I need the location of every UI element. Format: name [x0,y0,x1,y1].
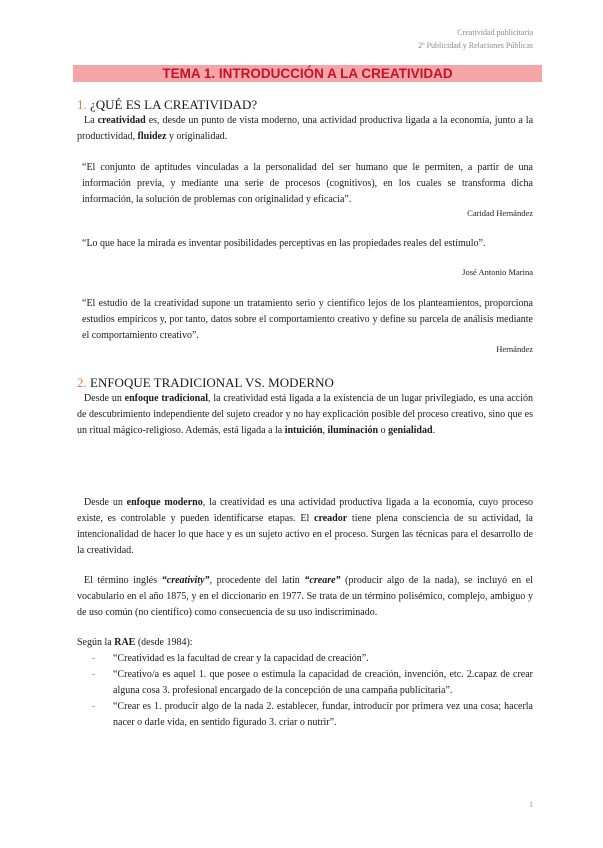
quote-hernandez: “El estudio de la creatividad supone un tratamiento serio y científico lejos de los planteamientos, proporciona estudios empíricos y, por tanto, datos sobre el comportamiento creativo y define su parcela de análisis mediante el comportamiento creativo”. [82,298,533,341]
quote-author: Caridad Hernández [467,208,533,218]
page-number: 1 [529,800,533,809]
header-course: Creatividad publicitaria [457,28,533,37]
section2-heading [77,375,334,391]
section2-title: ENFOQUE TRADICIONAL VS. MODERNO [90,375,334,390]
section1-title: ¿QUÉ ES LA CREATIVIDAD? [90,97,258,112]
paragraph-traditional: Desde un enfoque tradicional, la creatividad está ligada a la existencia de un lugar privilegiado, es una acción de descubrimiento independiente del sujeto creador y no hay explicación posible del proceso creativo, sino que es un ritual mágico-religioso. Además, está ligada a la intuición, iluminación o genialidad. [77,393,533,436]
quote-author: José Antonio Marina [462,267,533,277]
section1-number: 1. [77,97,87,112]
page-title: TEMA 1. INTRODUCCIÓN A LA CREATIVIDAD [73,65,542,82]
section2-number: 2. [77,375,87,390]
rae-definitions-list [92,651,533,731]
section1-intro: La creatividad es, desde un punto de vista moderno, una actividad productiva ligada a la economía, junto a la productividad, fluidez y originalidad. [77,115,534,142]
list-item: - “Creativo/a es aquel 1. que posee o estimula la capacidad de creación, invención, etc. 2.capaz de crear alguna cosa 3. profesional encargado de la concepción de una campaña publicitaria”. [92,669,533,696]
list-item: - “Creatividad es la facultad de crear y la capacidad de creación”. [92,653,369,664]
quote-marina: “Lo que hace la mirada es inventar posibilidades perceptivas en las propiedades reales del estímulo”. [82,238,486,249]
list-item: - “Crear es 1. producir algo de la nada 2. establecer, fundar, introducir por primera vez una cosa; hacerla nacer o darle vida, en sentido figurado 3. criar o nutrir”. [92,701,533,728]
quote-hernandez-caridad: “El conjunto de aptitudes vinculadas a la personalidad del ser humano que le permiten, a partir de una información previa, y mediante una serie de procesos (cognitivos), en los cuales se transforma dicha información, la solución de problemas con originalidad y eficacia”. [82,162,533,205]
section1-heading [77,97,257,113]
paragraph-modern: Desde un enfoque moderno, la creatividad es una actividad productiva ligada a la economía, cuyo proceso existe, es controlable y pueden identificarse etapas. El creador tiene plena consciencia de su actividad, la intencionalidad de hacer lo que hace y es un sujeto activo en el proceso. Surgen las técnicas para el desarrollo de la creatividad. [77,497,533,556]
rae-intro: Según la RAE (desde 1984): [77,637,193,648]
header-degree: 2º Publicidad y Relaciones Públicas [418,41,533,50]
quote-author: Hernández [496,344,533,354]
paragraph-term: El término inglés “creativity”, procedente del latín “creare” (producir algo de la nada), se incluyó en el vocabulario en el año 1875, y en el diccionario en 1977. Se trata de un término polisémico, complejo, ambiguo y de uso común (no científico) como consecuencia de su uso indiscriminado. [77,575,533,618]
